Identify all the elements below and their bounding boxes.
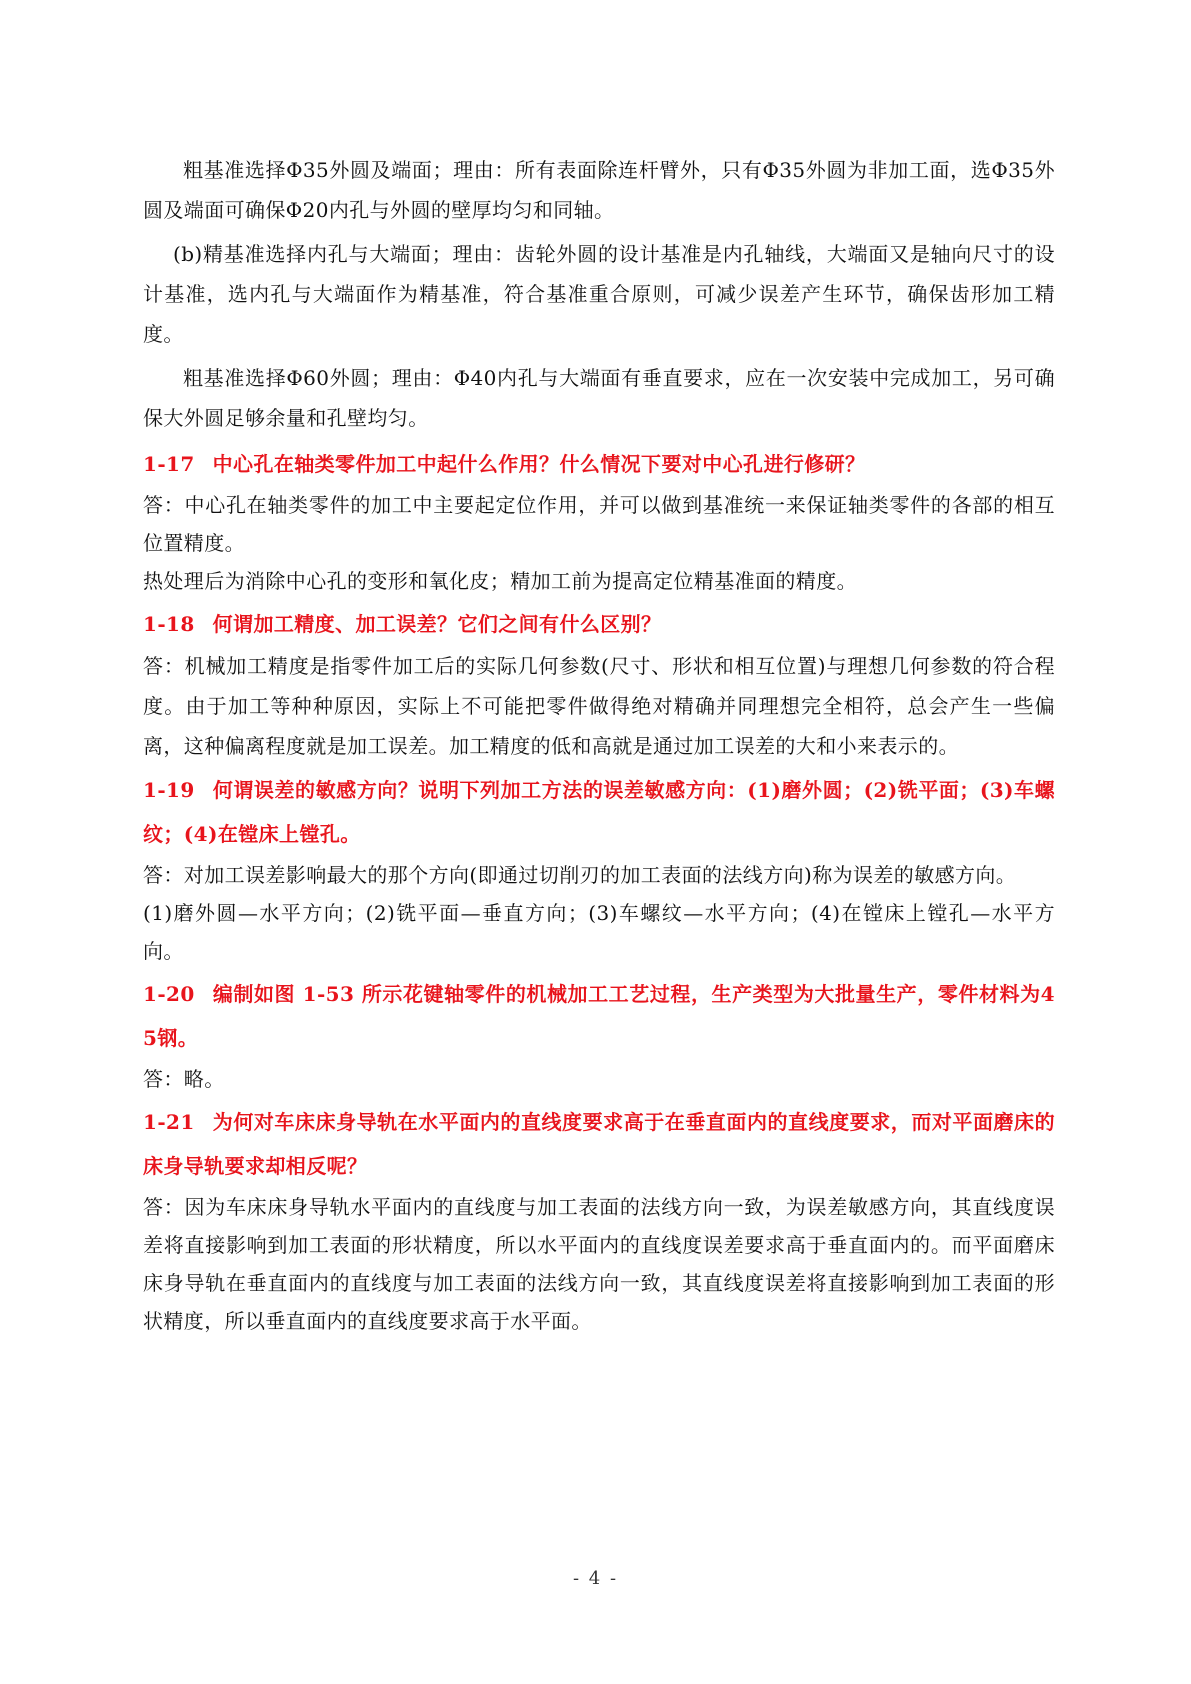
paragraph-coarse-datum-1: 粗基准选择Φ35外圆及端面；理由：所有表面除连杆臂外，只有Φ35外圆为非加工面，选Φ35外圆及端面可确保Φ20内孔与外圆的壁厚均匀和同轴。 [143, 158, 1055, 222]
answer-1-17: 答：中心孔在轴类零件的加工中主要起定位作用，并可以做到基准统一来保证轴类零件的各部的相互位置精度。 [143, 493, 1055, 555]
question-1-20 [143, 972, 1055, 1060]
question-1-21 [143, 1100, 1055, 1188]
answer-1-21: 答：因为车床床身导轨水平面内的直线度与加工表面的法线方向一致，为误差敏感方向，其直线度误差将直接影响到加工表面的形状精度，所以水平面内的直线度误差要求高于垂直面内的。而平面磨床床身导轨在垂直面内的直线度与加工表面的法线方向一致，其直线度误差将直接影响到加工表面的形状精度，所以垂直面内的直线度要求高于水平面。 [143, 1195, 1055, 1333]
paragraph-fine-datum-b: (b)精基准选择内孔与大端面；理由：齿轮外圆的设计基准是内孔轴线，大端面又是轴向尺寸的设计基准，选内孔与大端面作为精基准，符合基准重合原则，可减少误差产生环节，确保齿形加工精度。 [143, 242, 1055, 346]
answer-1-19: 答：对加工误差影响最大的那个方向(即通过切削刃的加工表面的法线方向)称为误差的敏感方向。 [143, 863, 1017, 887]
answer-1-18: 答：机械加工精度是指零件加工后的实际几何参数(尺寸、形状和相互位置)与理想几何参数的符合程度。由于加工等种种原因，实际上不可能把零件做得绝对精确并同理想完全相符，总会产生一些偏离，这种偏离程度就是加工误差。加工精度的低和高就是通过加工误差的大和小来表示的。 [143, 654, 1055, 758]
question-number: 1-20 [143, 982, 195, 1006]
document-page [143, 150, 1055, 1340]
question-number: 1-18 [143, 612, 195, 636]
question-number: 1-17 [143, 452, 195, 476]
answer-1-17-continued: 热处理后为消除中心孔的变形和氧化皮；精加工前为提高定位精基准面的精度。 [143, 569, 857, 593]
question-text: 中心孔在轴类零件加工中起什么作用？什么情况下要对中心孔进行修研？ [212, 452, 866, 476]
question-1-18 [143, 602, 1055, 646]
answer-1-19-continued: (1)磨外圆—水平方向；(2)铣平面—垂直方向；(3)车螺纹—水平方向；(4)在镗床上镗孔—水平方向。 [143, 901, 1055, 963]
answer-1-20: 答：略。 [143, 1067, 225, 1091]
question-1-17 [143, 442, 1055, 486]
page-number: - 4 - [572, 1568, 619, 1589]
question-text: 为何对车床床身导轨在水平面内的直线度要求高于在垂直面内的直线度要求，而对平面磨床的床身导轨要求却相反呢？ [143, 1110, 1055, 1178]
paragraph-coarse-datum-2: 粗基准选择Φ60外圆；理由：Φ40内孔与大端面有垂直要求，应在一次安装中完成加工，另可确保大外圆足够余量和孔壁均匀。 [143, 366, 1055, 430]
question-text: 何谓加工精度、加工误差？它们之间有什么区别？ [212, 612, 662, 636]
question-number: 1-19 [143, 778, 195, 802]
question-text: 编制如图 1-53 所示花键轴零件的机械加工工艺过程，生产类型为大批量生产，零件材料为45钢。 [143, 982, 1055, 1050]
question-1-19 [143, 768, 1055, 856]
question-number: 1-21 [143, 1110, 195, 1134]
question-text: 何谓误差的敏感方向？说明下列加工方法的误差敏感方向：(1)磨外圆；(2)铣平面；(3)车螺纹；(4)在镗床上镗孔。 [143, 778, 1055, 846]
